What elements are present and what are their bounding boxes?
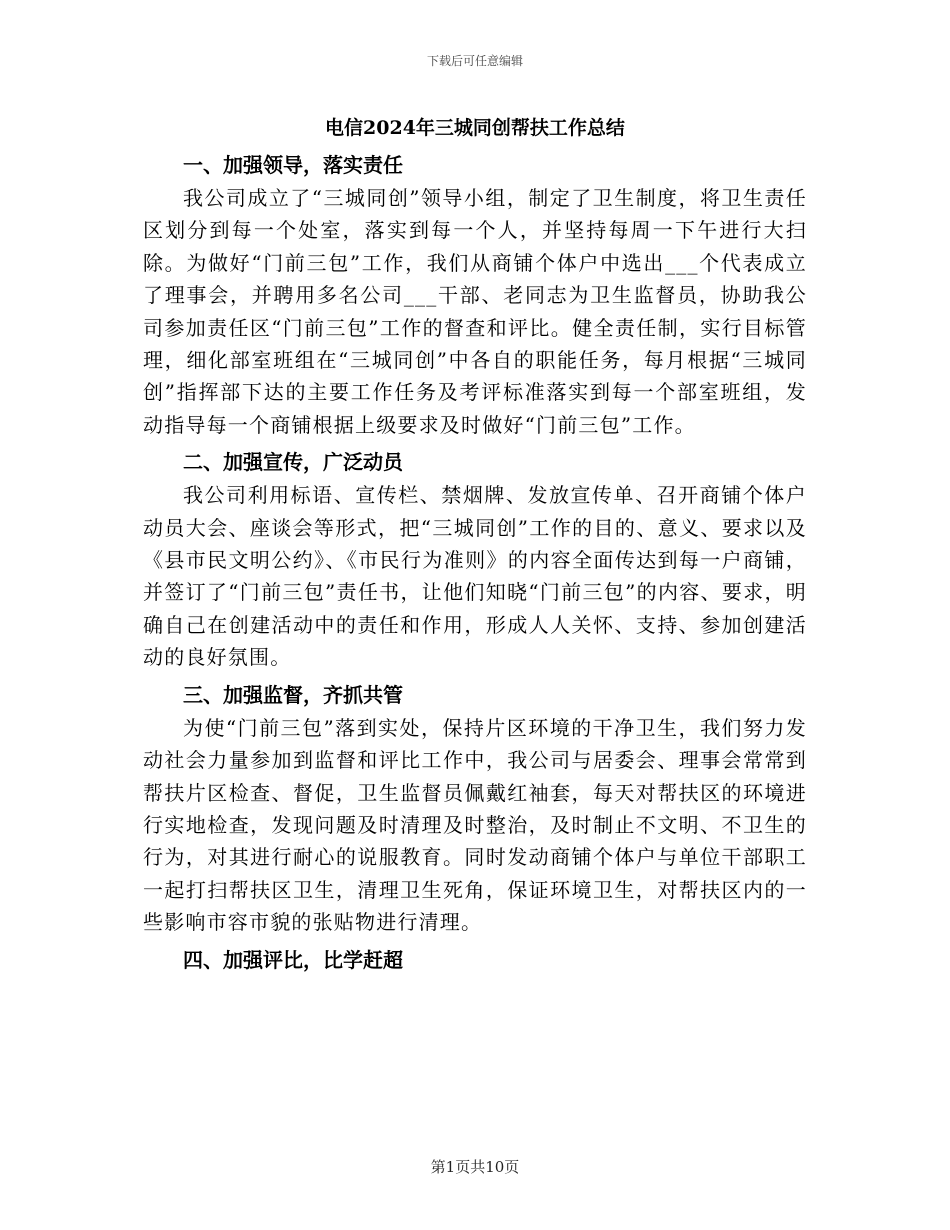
section-heading: 一、加强领导，落实责任 xyxy=(183,153,403,177)
section-heading: 三、加强监督，齐抓共管 xyxy=(183,682,403,707)
section-2 xyxy=(143,445,807,673)
page-header: 下载后可任意编辑 xyxy=(426,54,523,68)
page-footer: 第1页共10页 xyxy=(430,1158,520,1176)
section-3 xyxy=(143,678,807,939)
document-title: 电信2024年三城同创帮扶工作总结 xyxy=(325,117,625,139)
section-4 xyxy=(143,943,807,977)
section-heading: 二、加强宣传，广泛动员 xyxy=(183,450,403,475)
document-body xyxy=(143,108,807,977)
section-paragraph: 为使“门前三包”落到实处，保持片区环境的干净卫生，我们努力发动社会力量参加到监督和评比工作中，我公司与居委会、理事会常常到帮扶片区检查、督促，卫生监督员佩戴红袖套，每天对帮扶区的环境进行实地检查，发现问题及时清理及时整治，及时制止不文明、不卫生的行为，对其进行耐心的说服教育。同时发动商铺个体户与单位干部职工一起打扫帮扶区卫生，清理卫生死角，保证环境卫生，对帮扶区内的一些影响市容市貌的张贴物进行清理。 xyxy=(143,715,807,935)
section-heading: 四、加强评比，比学赶超 xyxy=(183,947,403,972)
section-paragraph: 我公司利用标语、宣传栏、禁烟牌、发放宣传单、召开商铺个体户动员大会、座谈会等形式，把“三城同创”工作的目的、意义、要求以及《县市民文明公约》、《市民行为准则》的内容全面传达到每一户商铺，并签订了“门前三包”责任书，让他们知晓“门前三包”的内容、要求，明确自己在创建活动中的责任和作用，形成人人关怀、支持、参加创建活动的良好氛围。 xyxy=(143,483,807,670)
section-paragraph: 我公司成立了“三城同创”领导小组，制定了卫生制度，将卫生责任区划分到每一个处室，落实到每一个人，并坚持每周一下午进行大扫除。为做好“门前三包”工作，我们从商铺个体户中选出___个代表成立了理事会，并聘用多名公司___干部、老同志为卫生监督员，协助我公司参加责任区“门前三包”工作的督查和评比。健全责任制，实行目标管理，细化部室班组在“三城同创”中各自的职能任务，每月根据“三城同创”指挥部下达的主要工作任务及考评标准落实到每一个部室班组，发动指导每一个商铺根据上级要求及时做好“门前三包”工作。 xyxy=(143,186,807,437)
section-1 xyxy=(143,148,807,441)
